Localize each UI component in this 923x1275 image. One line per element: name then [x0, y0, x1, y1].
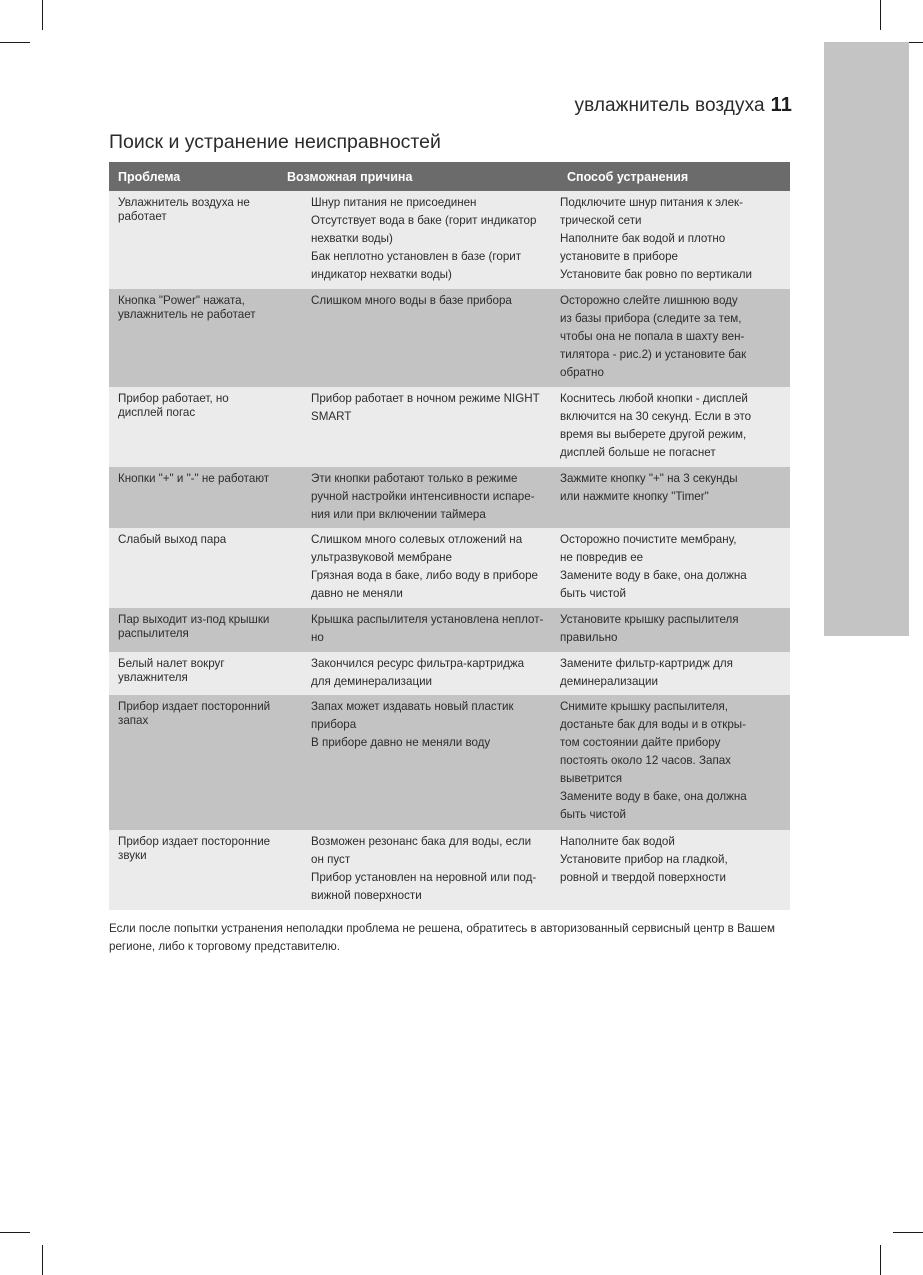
table-row	[109, 528, 790, 608]
column-header-solution: Способ устранения	[558, 162, 790, 191]
column-header-problem: Проблема	[109, 162, 285, 191]
crop-mark-bottom-left-horizontal	[0, 1232, 30, 1233]
cause-cell: Слишком много воды в базе прибора	[285, 289, 558, 387]
solution-cell: Осторожно почистите мембрану, не повредив ее Замените воду в баке, она должна быть чистой	[558, 528, 790, 608]
problem-cell: Увлажнитель воздуха не работает	[109, 191, 285, 289]
table-row	[109, 695, 790, 830]
crop-mark-top-left-horizontal	[0, 42, 30, 43]
cause-cell: Запах может издавать новый пластик прибора В приборе давно не меняли воду	[285, 695, 558, 830]
solution-cell: Снимите крышку распылителя, достаньте бак для воды и в откры- том состоянии дайте прибору постоять около 12 часов. Запах выветрится Замените воду в баке, она должна быть чистой	[558, 695, 790, 830]
cause-cell: Слишком много солевых отложений на ультразвуковой мембране Грязная вода в баке, либо воду в приборе давно не меняли	[285, 528, 558, 608]
cause-cell: Закончился ресурс фильтра-картриджа для деминерализации	[285, 652, 558, 695]
problem-cell: Прибор работает, но дисплей погас	[109, 387, 285, 467]
troubleshooting-table	[109, 162, 790, 910]
table-header-row	[109, 162, 790, 191]
problem-cell: Кнопка "Power" нажата, увлажнитель не работает	[109, 289, 285, 387]
problem-cell: Прибор издает посторонний запах	[109, 695, 285, 830]
crop-mark-top-right-vertical	[880, 0, 881, 30]
problem-cell: Слабый выход пара	[109, 528, 285, 608]
cause-cell: Возможен резонанс бака для воды, если он пуст Прибор установлен на неровной или под- вижной поверхности	[285, 830, 558, 910]
problem-cell: Прибор издает посторонние звуки	[109, 830, 285, 910]
cause-cell: Эти кнопки работают только в режиме ручной настройки интенсивности испаре- ния или при включении таймера	[285, 467, 558, 528]
crop-mark-bottom-left-vertical	[42, 1245, 43, 1275]
solution-cell: Наполните бак водой Установите прибор на гладкой, ровной и твердой поверхности	[558, 830, 790, 910]
page-title: Поиск и устранение неисправностей	[109, 131, 441, 153]
table-row	[109, 289, 790, 387]
solution-cell: Установите крышку распылителя правильно	[558, 608, 790, 652]
table-row	[109, 387, 790, 467]
column-header-cause: Возможная причина	[285, 162, 558, 191]
crop-mark-bottom-right-vertical	[880, 1245, 881, 1275]
solution-cell: Осторожно слейте лишнюю воду из базы прибора (следите за тем, чтобы она не попала в шахту вен- тилятора - рис.2) и установите бак обратно	[558, 289, 790, 387]
problem-cell: Белый налет вокруг увлажнителя	[109, 652, 285, 695]
table-row	[109, 191, 790, 289]
problem-cell: Пар выходит из-под крышки распылителя	[109, 608, 285, 652]
section-side-tab	[824, 42, 909, 636]
cause-cell: Шнур питания не присоединен Отсутствует вода в баке (горит индикатор нехватки воды) Бак неплотно установлен в базе (горит индикатор нехватки воды)	[285, 191, 558, 289]
cause-cell: Крышка распылителя установлена неплот- но	[285, 608, 558, 652]
page-number: 11	[770, 94, 792, 116]
problem-cell: Кнопки "+" и "-" не работают	[109, 467, 285, 528]
solution-cell: Замените фильтр-картридж для деминерализации	[558, 652, 790, 695]
table-row	[109, 652, 790, 695]
crop-mark-bottom-right-horizontal	[893, 1232, 923, 1233]
crop-mark-top-left-vertical	[42, 0, 43, 30]
cause-cell: Прибор работает в ночном режиме NIGHT SMART	[285, 387, 558, 467]
table-row	[109, 830, 790, 910]
solution-cell: Подключите шнур питания к элек- трической сети Наполните бак водой и плотно установите в приборе Установите бак ровно по вертикали	[558, 191, 790, 289]
product-name: увлажнитель воздуха	[574, 95, 765, 116]
page-header	[574, 94, 792, 117]
service-footnote: Если после попытки устранения неполадки проблема не решена, обратитесь в авторизованный сервисный центр в Вашем регионе, либо к торговому представителю.	[109, 922, 775, 953]
table-row	[109, 467, 790, 528]
table-row	[109, 608, 790, 652]
solution-cell: Зажмите кнопку "+" на 3 секунды или нажмите кнопку "Timer"	[558, 467, 790, 528]
solution-cell: Коснитесь любой кнопки - дисплей включится на 30 секунд. Если в это время вы выберете другой режим, дисплей больше не погаснет	[558, 387, 790, 467]
